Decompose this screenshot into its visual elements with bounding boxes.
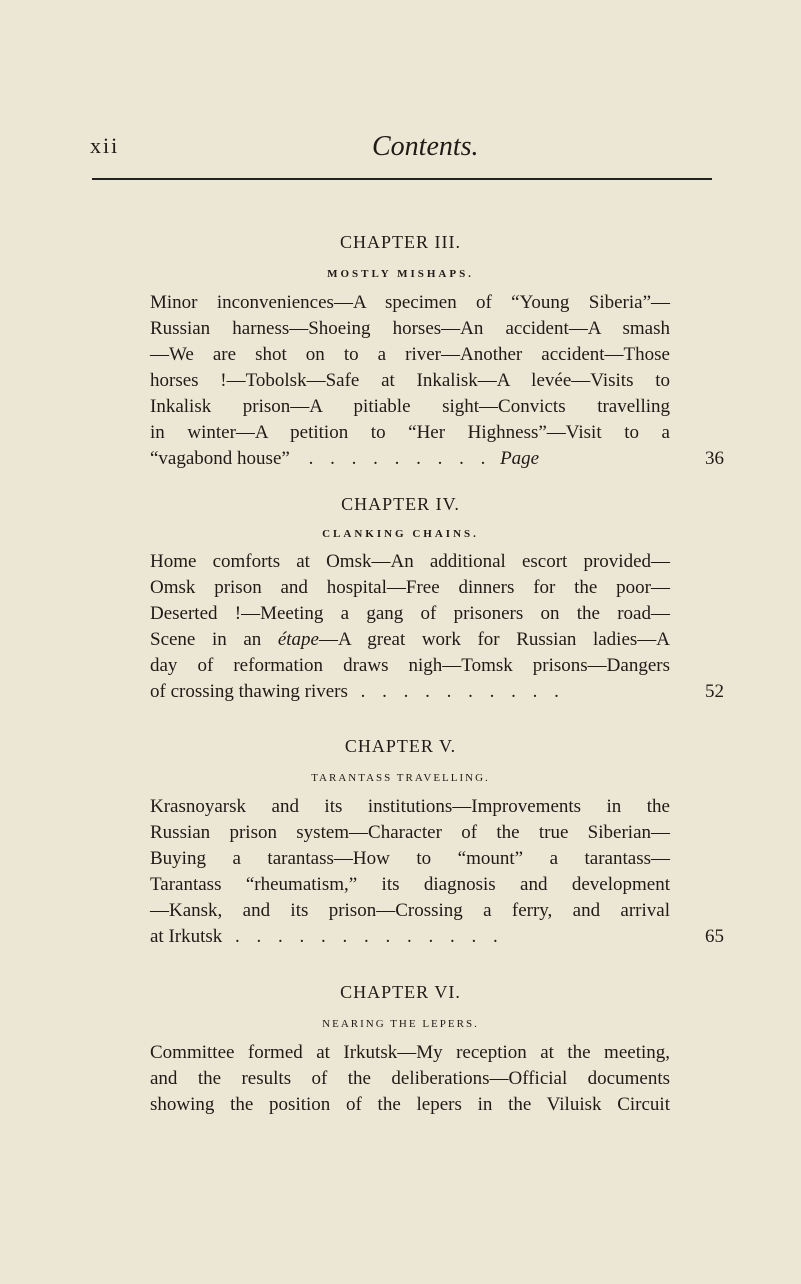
contents-line: Home comforts at Omsk—An additional escort provided— <box>150 551 670 572</box>
running-title: Contents. <box>372 131 479 162</box>
chapter-subtitle: CLANKING CHAINS. <box>322 528 479 540</box>
page-number: xii <box>90 133 120 158</box>
page-reference: 36 <box>705 448 724 469</box>
contents-line: Minor inconveniences—A specimen of “Young Siberia”— <box>150 292 670 313</box>
chapter-subtitle: NEARING THE LEPERS. <box>322 1018 479 1030</box>
contents-text: at Irkutsk <box>150 926 223 947</box>
contents-text: “vagabond house” <box>150 448 290 469</box>
contents-line: —We are shot on to a river—Another accident—Those <box>150 344 670 365</box>
contents-line <box>150 926 670 948</box>
contents-line: Inkalisk prison—A pitiable sight—Convicts travelling <box>150 396 670 417</box>
contents-line: Buying a tarantass—How to “mount” a tarantass— <box>150 848 670 869</box>
contents-line: in winter—A petition to “Her Highness”—Visit to a <box>150 422 670 443</box>
contents-line: —Kansk, and its prison—Crossing a ferry, and arrival <box>150 900 670 921</box>
chapter-subtitle: TARANTASS TRAVELLING. <box>311 772 490 784</box>
contents-line: Committee formed at Irkutsk—My reception at the meeting, <box>150 1042 670 1063</box>
contents-line: showing the position of the lepers in the Viluisk Circuit <box>150 1094 670 1115</box>
header-rule <box>92 178 712 180</box>
running-head <box>90 133 710 173</box>
contents-line: Russian harness—Shoeing horses—An accident—A smash <box>150 318 670 339</box>
contents-line: Krasnoyarsk and its institutions—Improvements in the <box>150 796 670 817</box>
contents-text: Scene in an étape—A great work for Russian ladies—A <box>150 629 670 650</box>
chapter-title: CHAPTER V. <box>344 736 457 756</box>
page-label: Page <box>500 448 540 469</box>
contents-text: of crossing thawing rivers <box>150 681 348 702</box>
contents-line: Deserted !—Meeting a gang of prisoners on the road— <box>150 603 670 624</box>
leader-dots: . . . . . . . . . <box>308 448 492 469</box>
leader-dots: . . . . . . . . . . <box>360 681 565 702</box>
chapter-title: CHAPTER VI. <box>340 982 461 1002</box>
chapter-subtitle: MOSTLY MISHAPS. <box>327 268 474 280</box>
contents-line <box>150 629 670 651</box>
chapter-title: CHAPTER III. <box>340 232 461 252</box>
contents-line <box>150 448 670 470</box>
contents-line: Omsk prison and hospital—Free dinners for the poor— <box>150 577 670 598</box>
contents-line: horses !—Tobolsk—Safe at Inkalisk—A levée—Visits to <box>150 370 670 391</box>
chapter-title: CHAPTER IV. <box>341 494 460 514</box>
contents-line: Tarantass “rheumatism,” its diagnosis and development <box>150 874 670 895</box>
contents-line: day of reformation draws nigh—Tomsk prisons—Dangers <box>150 655 670 676</box>
contents-line <box>150 681 670 703</box>
page-reference: 52 <box>705 681 724 702</box>
page-reference: 65 <box>705 926 724 947</box>
leader-dots: . . . . . . . . . . . . . <box>235 926 504 947</box>
contents-line: and the results of the deliberations—Official documents <box>150 1068 670 1089</box>
contents-line: Russian prison system—Character of the true Siberian— <box>150 822 670 843</box>
